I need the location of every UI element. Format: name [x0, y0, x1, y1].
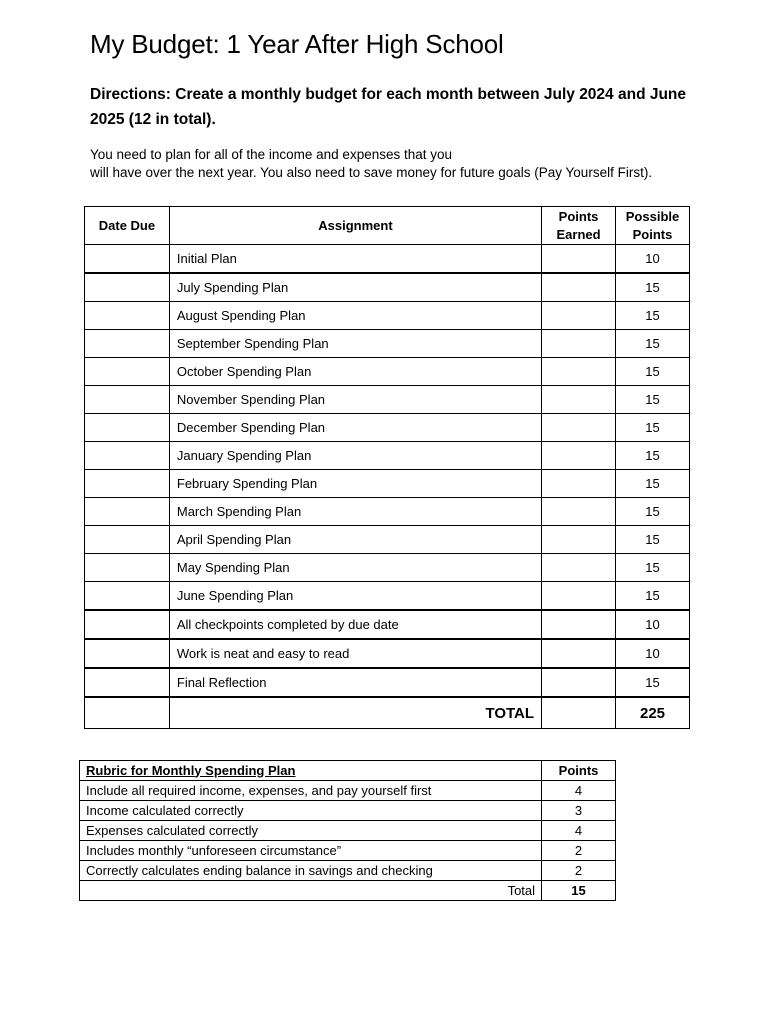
table-row [85, 554, 690, 582]
rubric-points: 2 [542, 841, 616, 861]
rubric-title: Rubric for Monthly Spending Plan [80, 761, 542, 781]
table-row [85, 442, 690, 470]
possible-points-cell: 15 [616, 302, 690, 330]
rubric-row [80, 781, 616, 801]
table-row [85, 358, 690, 386]
assignment-name: May Spending Plan [169, 554, 541, 582]
intro-paragraph [90, 146, 730, 182]
rubric-criterion: Income calculated correctly [80, 801, 542, 821]
points-earned-cell[interactable] [542, 470, 616, 498]
points-earned-cell[interactable] [542, 330, 616, 358]
assignment-name: February Spending Plan [169, 470, 541, 498]
table-row [85, 526, 690, 554]
possible-points-cell: 15 [616, 330, 690, 358]
total-label: TOTAL [169, 697, 541, 729]
date-due-cell[interactable] [85, 245, 170, 274]
possible-points-header: Possible Points [616, 207, 690, 245]
possible-points-cell: 10 [616, 245, 690, 274]
table-row [85, 470, 690, 498]
assignment-name: August Spending Plan [169, 302, 541, 330]
date-due-cell[interactable] [85, 554, 170, 582]
total-date-cell [85, 697, 170, 729]
total-possible-points: 225 [616, 697, 690, 729]
rubric-points: 3 [542, 801, 616, 821]
points-earned-header: Points Earned [542, 207, 616, 245]
assignment-name: October Spending Plan [169, 358, 541, 386]
points-earned-cell[interactable] [542, 414, 616, 442]
table-row [85, 302, 690, 330]
possible-points-cell: 15 [616, 386, 690, 414]
date-due-cell[interactable] [85, 442, 170, 470]
points-earned-cell[interactable] [542, 668, 616, 697]
date-due-cell[interactable] [85, 582, 170, 611]
points-earned-cell[interactable] [542, 273, 616, 302]
intro-line: You need to plan for all of the income and expenses that you [90, 147, 453, 162]
rubric-criterion: Correctly calculates ending balance in savings and checking [80, 861, 542, 881]
table-row [85, 414, 690, 442]
rubric-row [80, 821, 616, 841]
date-due-cell[interactable] [85, 414, 170, 442]
table-row [85, 498, 690, 526]
page-title: My Budget: 1 Year After High School [90, 29, 504, 59]
intro-line: will have over the next year. You also need to save money for future goals (Pay Yourself First). [90, 165, 653, 180]
points-earned-cell[interactable] [542, 639, 616, 668]
assignment-name: March Spending Plan [169, 498, 541, 526]
possible-points-cell: 15 [616, 526, 690, 554]
rubric-row [80, 841, 616, 861]
assignment-header: Assignment [169, 207, 541, 245]
date-due-cell[interactable] [85, 273, 170, 302]
date-due-cell[interactable] [85, 386, 170, 414]
date-due-cell[interactable] [85, 610, 170, 639]
possible-points-cell: 15 [616, 668, 690, 697]
rubric-row [80, 861, 616, 881]
rubric-table [79, 760, 616, 901]
possible-points-cell: 15 [616, 414, 690, 442]
rubric-criterion: Includes monthly “unforeseen circumstance” [80, 841, 542, 861]
table-row [85, 330, 690, 358]
rubric-points-header: Points [542, 761, 616, 781]
assignment-name: June Spending Plan [169, 582, 541, 611]
assignment-name: All checkpoints completed by due date [169, 610, 541, 639]
rubric-points: 4 [542, 821, 616, 841]
points-earned-cell[interactable] [542, 610, 616, 639]
rubric-header-row [80, 761, 616, 781]
date-due-cell[interactable] [85, 470, 170, 498]
table-row [85, 639, 690, 668]
points-earned-cell[interactable] [542, 386, 616, 414]
points-earned-cell[interactable] [542, 358, 616, 386]
possible-points-cell: 15 [616, 554, 690, 582]
points-earned-cell[interactable] [542, 302, 616, 330]
rubric-row [80, 801, 616, 821]
rubric-total-label: Total [80, 881, 542, 901]
assignment-table [84, 206, 690, 729]
assignment-name: September Spending Plan [169, 330, 541, 358]
date-due-cell[interactable] [85, 526, 170, 554]
assignment-name: January Spending Plan [169, 442, 541, 470]
date-due-header: Date Due [85, 207, 170, 245]
assignment-name: November Spending Plan [169, 386, 541, 414]
rubric-total-row [80, 881, 616, 901]
possible-points-cell: 15 [616, 498, 690, 526]
table-row [85, 386, 690, 414]
assignment-name: July Spending Plan [169, 273, 541, 302]
date-due-cell[interactable] [85, 668, 170, 697]
rubric-points: 4 [542, 781, 616, 801]
total-row [85, 697, 690, 729]
assignment-name: December Spending Plan [169, 414, 541, 442]
possible-points-cell: 15 [616, 273, 690, 302]
rubric-points: 2 [542, 861, 616, 881]
table-row [85, 668, 690, 697]
possible-points-cell: 10 [616, 610, 690, 639]
points-earned-cell[interactable] [542, 442, 616, 470]
date-due-cell[interactable] [85, 330, 170, 358]
table-row [85, 273, 690, 302]
rubric-table-body [80, 781, 616, 901]
table-row [85, 245, 690, 274]
points-earned-cell[interactable] [542, 498, 616, 526]
date-due-cell[interactable] [85, 639, 170, 668]
table-row [85, 582, 690, 611]
points-earned-cell[interactable] [542, 582, 616, 611]
points-earned-cell[interactable] [542, 526, 616, 554]
date-due-cell[interactable] [85, 358, 170, 386]
assignment-name: Work is neat and easy to read [169, 639, 541, 668]
possible-points-cell: 15 [616, 442, 690, 470]
assignment-header-row [85, 207, 690, 245]
date-due-cell[interactable] [85, 302, 170, 330]
assignment-name: Initial Plan [169, 245, 541, 274]
assignment-name: April Spending Plan [169, 526, 541, 554]
possible-points-cell: 15 [616, 582, 690, 611]
rubric-criterion: Include all required income, expenses, and pay yourself first [80, 781, 542, 801]
assignment-name: Final Reflection [169, 668, 541, 697]
directions-text: Directions: Create a monthly budget for each month between July 2024 and June 2025 (12 in total). [90, 86, 687, 128]
possible-points-cell: 15 [616, 470, 690, 498]
total-earned-cell[interactable] [542, 697, 616, 729]
points-earned-cell[interactable] [542, 245, 616, 274]
assignment-table-body [85, 245, 690, 729]
rubric-criterion: Expenses calculated correctly [80, 821, 542, 841]
rubric-total-points: 15 [542, 881, 616, 901]
date-due-cell[interactable] [85, 498, 170, 526]
points-earned-cell[interactable] [542, 554, 616, 582]
possible-points-cell: 10 [616, 639, 690, 668]
possible-points-cell: 15 [616, 358, 690, 386]
table-row [85, 610, 690, 639]
